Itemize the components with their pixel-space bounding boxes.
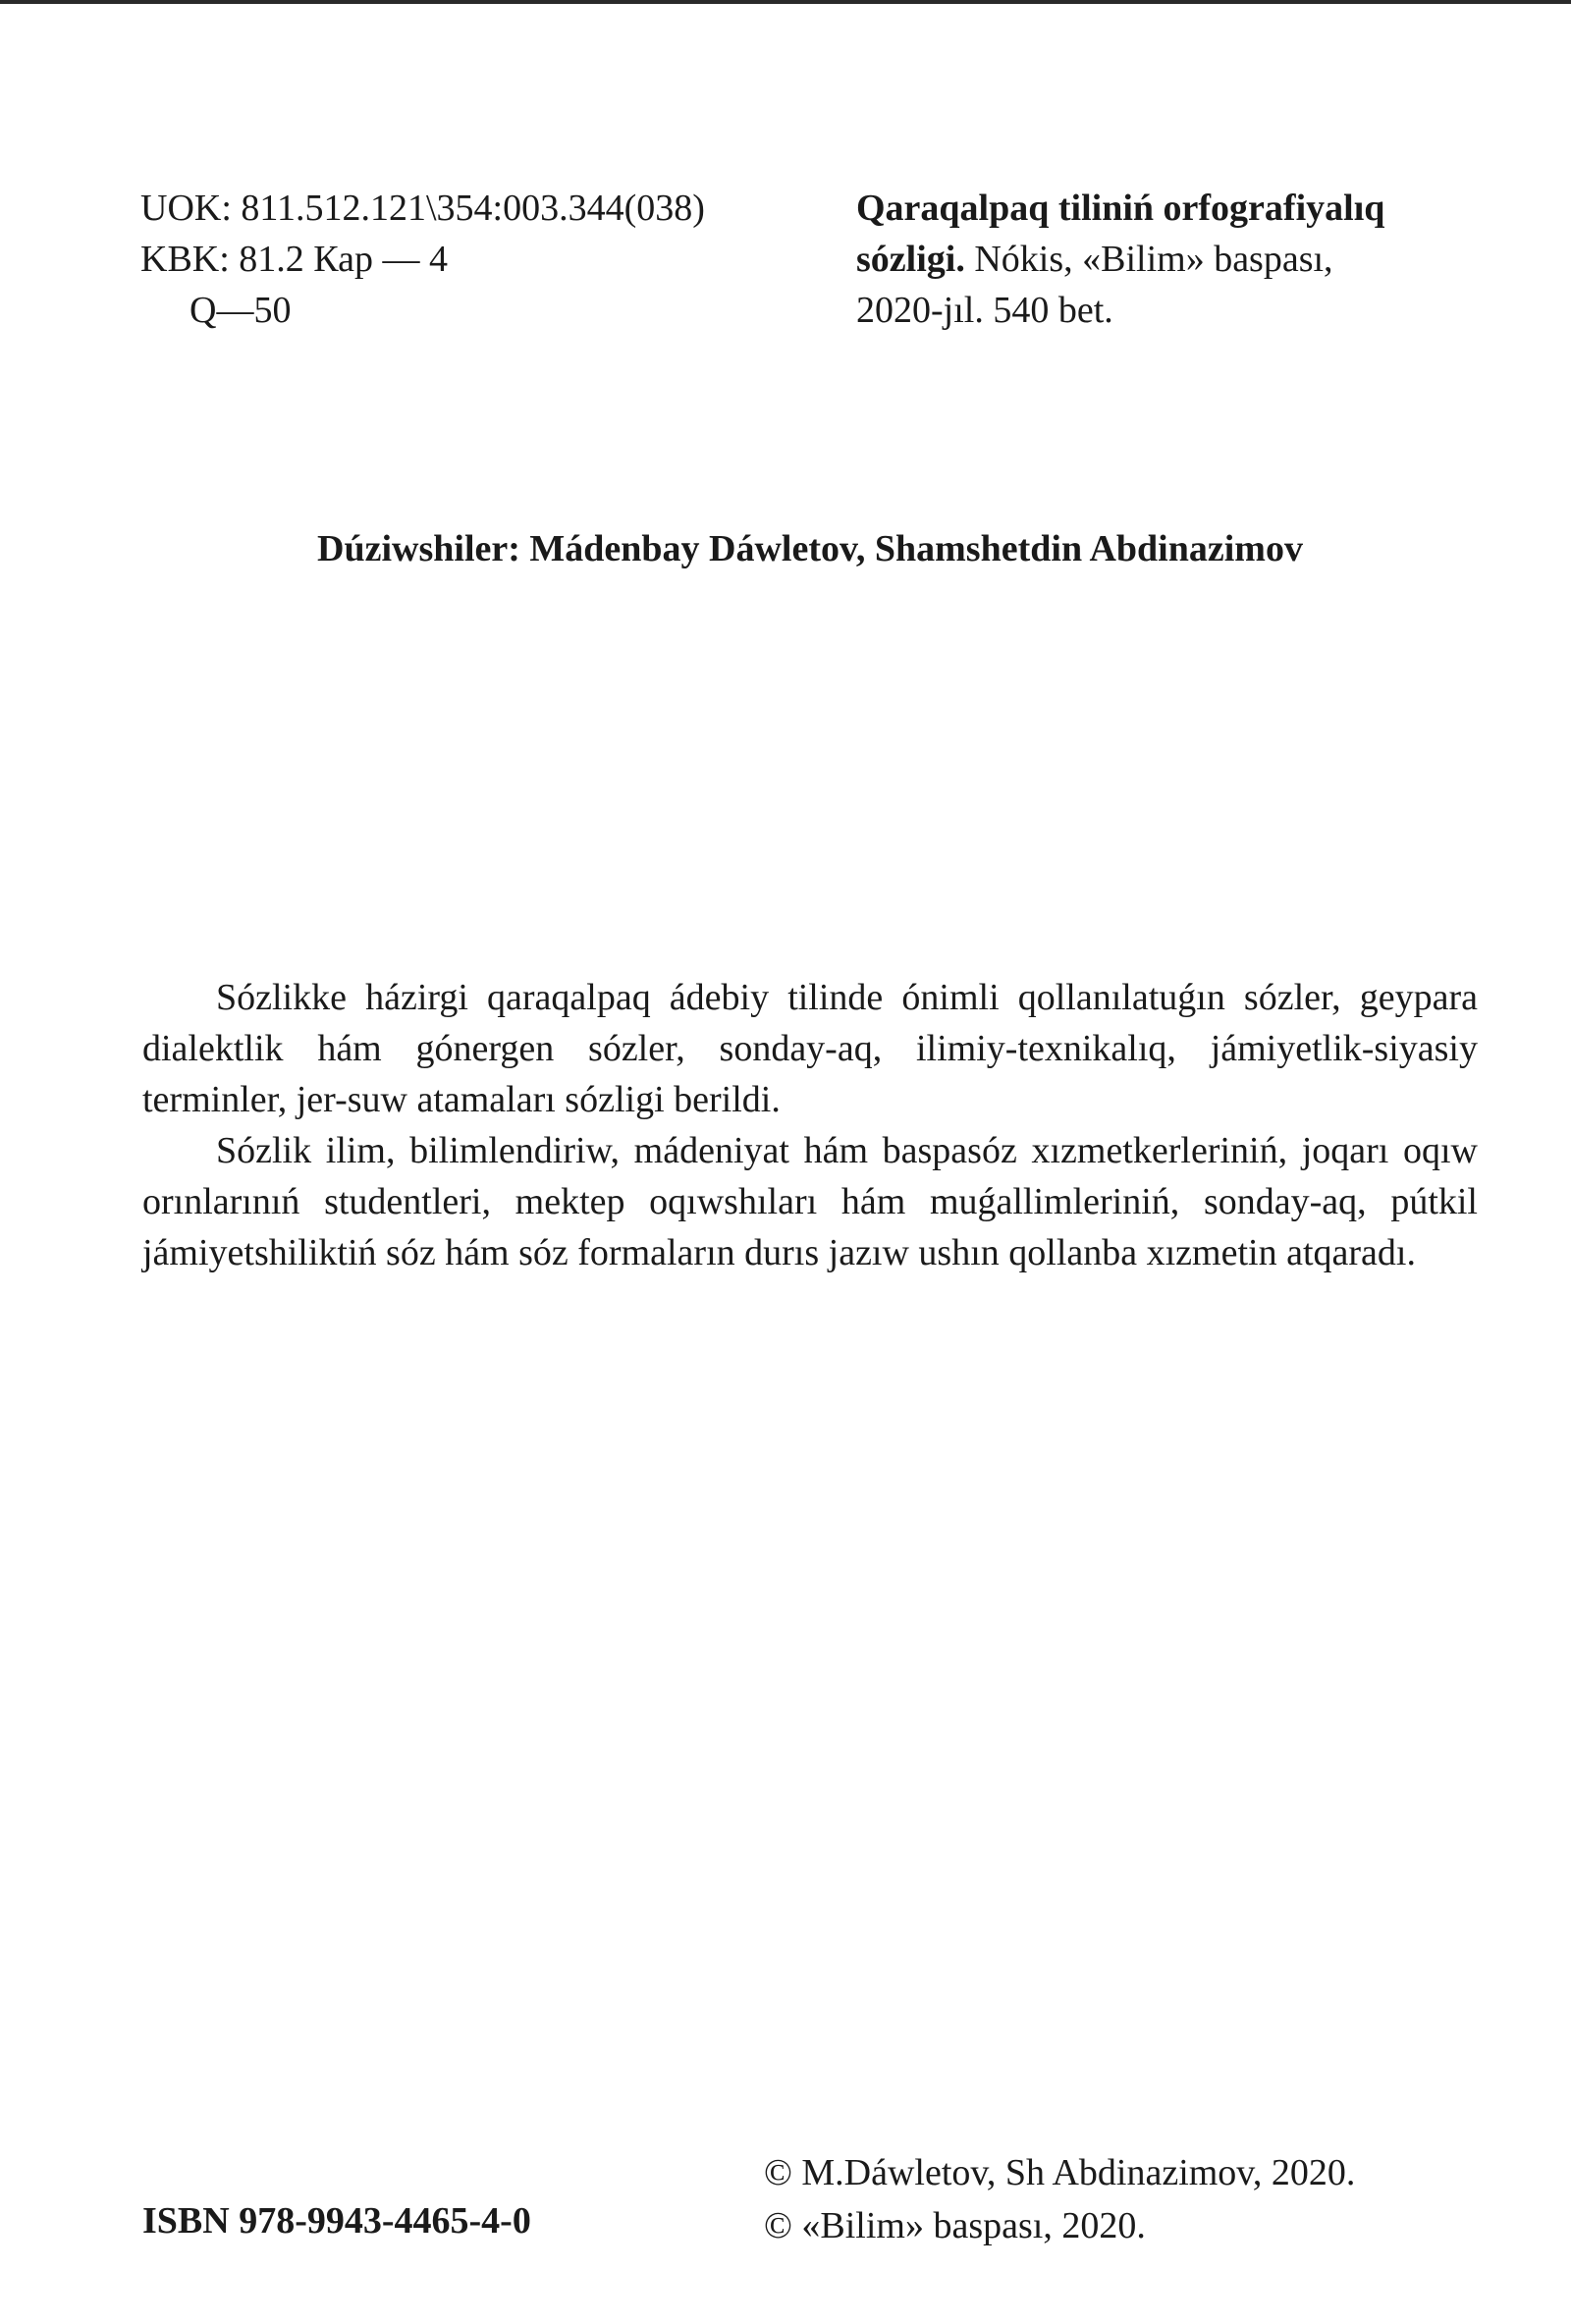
publisher-info: Nókis, «Bilim» baspası, [964, 239, 1333, 280]
abstract-paragraph-2: Sózlik ilim, bilimlendiriw, mádeniyat hám baspasóz xızmetkerleriniń, joqarı oqıw orınlarınıń studentleri, mektep oqıwshıları hám muǵallimleriniń, sonday-aq, pútkil jámiyetshiliktiń sóz hám sóz formaların durıs jazıw ushın qollanba xızmetin atqaradı. [142, 1130, 1478, 1273]
book-title-end: sózligi. [856, 239, 965, 280]
copyright-authors: © M.Dáwletov, Sh Abdinazimov, 2020. [764, 2152, 1356, 2193]
abstract [142, 972, 1478, 1278]
classification-codes [140, 183, 705, 336]
isbn: ISBN 978-9943-4465-4-0 [142, 2200, 531, 2242]
copyright-notice [764, 2146, 1355, 2252]
abstract-paragraph-1: Sózlikke házirgi qaraqalpaq ádebiy tilinde ónimli qollanılatuǵın sózler, geypara dialektlik hám gónergen sózler, sonday-aq, ilimiy-texnikalıq, jámiyetlik-siyasiy terminler, jer-suw atamaları sózligi berildi. [142, 977, 1478, 1120]
book-title-line2 [856, 234, 1485, 285]
book-title-line1: Qaraqalpaq tiliniń orfografiyalıq [856, 188, 1385, 229]
bibliographic-record [856, 183, 1485, 336]
author-code: Q—50 [190, 290, 292, 331]
publication-year-pages: 2020-jıl. 540 bet. [856, 290, 1113, 331]
copyright-publisher: © «Bilim» baspası, 2020. [764, 2205, 1146, 2246]
top-border-rule [0, 0, 1571, 4]
compilers-line: Dúziwshiler: Mádenbay Dáwletov, Shamshetdin Abdinazimov [317, 528, 1303, 569]
kbk-code: KBK: 81.2 Кар — 4 [140, 239, 448, 280]
uok-code: UOK: 811.512.121\354:003.344(038) [140, 188, 705, 229]
